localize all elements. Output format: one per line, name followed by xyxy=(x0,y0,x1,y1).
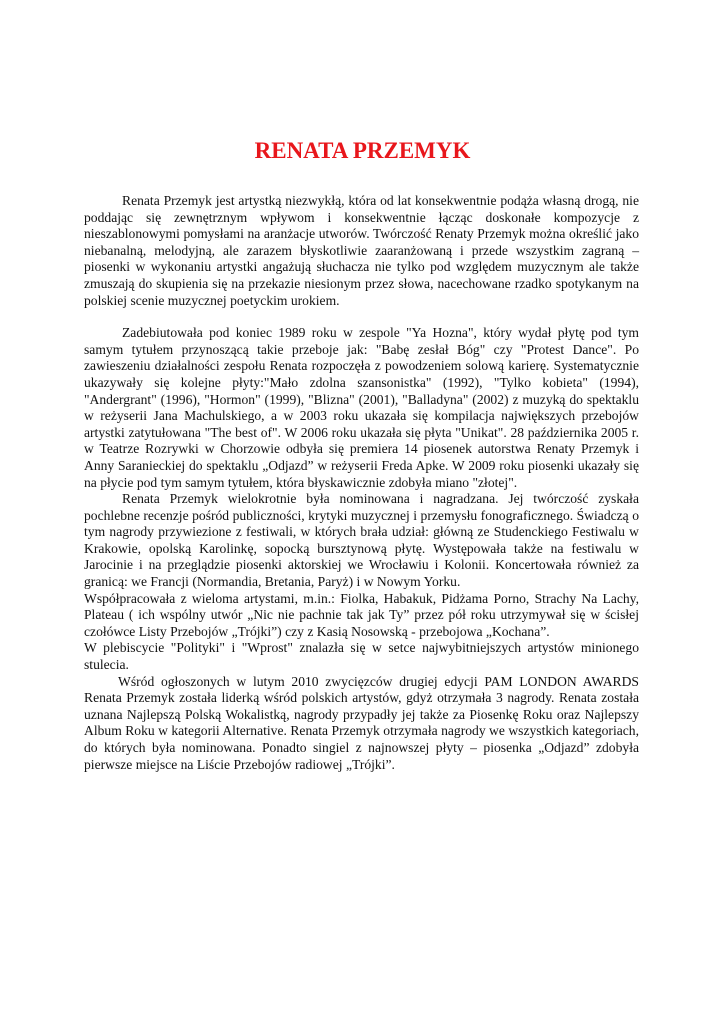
paragraph-plebiscite: W plebiscycie "Polityki" i "Wprost" znalazła się w setce najwybitniejszych artystów minionego stulecia. xyxy=(84,640,639,673)
paragraph-debut: Zadebiutowała pod koniec 1989 roku w zespole "Ya Hozna", który wydał płytę pod tym samym tytułem przynoszącą takie przeboje jak: "Babę zesłał Bóg" czy "Protest Dance". Po zawieszeniu działalności zespołu Renata rozpoczęła z powodzeniem solową karierę. Systematycznie ukazywały się kolejne płyty:"Mało zdolna szansonistka" (1992), "Tylko kobieta" (1994), "Andergrant" (1996), "Hormon" (1999), "Blizna" (2001), "Balladyna" (2002) z muzyką do spektaklu w reżyserii Jana Machulskiego, a w 2003 roku ukazała się kompilacja największych przebojów artystki zatytułowana "The best of". W 2006 roku ukazała się płyta "Unikat". 28 października 2005 r. w Teatrze Rozrywki w Chorzowie odbyła się premiera 14 piosenek autorstwa Renaty Przemyk i Anny Saranieckiej do spektaklu „Odjazd” w reżyserii Freda Apke. W 2009 roku piosenki ukazały się na płycie pod tym samym tytułem, która błyskawicznie zdobyła miano "złotej". xyxy=(84,325,639,490)
paragraph-intro: Renata Przemyk jest artystką niezwykłą, która od lat konsekwentnie podąża własną drogą, nie poddając się zewnętrznym wpływom i konsekwentnie łącząc doskonałe kompozycje z nieszablonowymi pomysłami na aranżacje utworów. Twórczość Renaty Przemyk można określić jako niebanalną, melodyjną, ale zarazem błyskotliwie zaaranżowaną i przede wszystkim zagraną – piosenki w wykonaniu artystki angażują słuchacza nie tylko pod względem muzycznym ale także zmuszają do skupienia się na przekazie niesionym przez słowa, nacechowane rzadko spotykanym na polskiej scenie muzycznej poetyckim urokiem. xyxy=(84,193,639,308)
paragraph-pam-awards: Wśród ogłoszonych w lutym 2010 zwycięzców drugiej edycji PAM LONDON AWARDS Renata Przemyk została liderką wśród polskich artystów, gdyż otrzymała 3 nagrody. Renata została uznana Najlepszą Polską Wokalistką, nagrody przypadły jej także za Piosenkę Roku oraz Najlepszy Album Roku w kategorii Alternative. Renata Przemyk otrzymała nagrody we wszystkich kategoriach, do których była nominowana. Ponadto singiel z najnowszej płyty – piosenka „Odjazd” zdobyła pierwsze miejsce na Liście Przebojów radiowej „Trójki”. xyxy=(84,673,639,772)
paragraph-spacer xyxy=(84,309,639,325)
document-body xyxy=(84,193,639,773)
paragraph-awards: Renata Przemyk wielokrotnie była nominowana i nagradzana. Jej twórczość zyskała pochlebne recenzje pośród publiczności, krytyki muzycznej i przemysłu fonograficznego. Świadczą o tym nagrody przywiezione z festiwali, w których brała udział: główną ze Studenckiego Festiwalu w Krakowie, opolską Karolinkę, sopocką bursztynową płytę. Występowała także na festiwalu w Jarocinie i na przeglądzie piosenki aktorskiej we Wrocławiu i Kolonii. Koncertowała również za granicą: we Francji (Normandia, Bretania, Paryż) i w Nowym Yorku. xyxy=(84,491,639,590)
paragraph-collaborations: Współpracowała z wieloma artystami, m.in.: Fiolka, Habakuk, Pidżama Porno, Strachy Na Lachy, Plateau ( ich wspólny utwór „Nic nie pachnie tak jak Ty” przez pół roku utrzymywał się w ścisłej czołówce Listy Przebojów „Trójki”) czy z Kasią Nosowską - przebojowa „Kochana”. xyxy=(84,590,639,639)
page-title: RENATA PRZEMYK xyxy=(254,138,471,163)
